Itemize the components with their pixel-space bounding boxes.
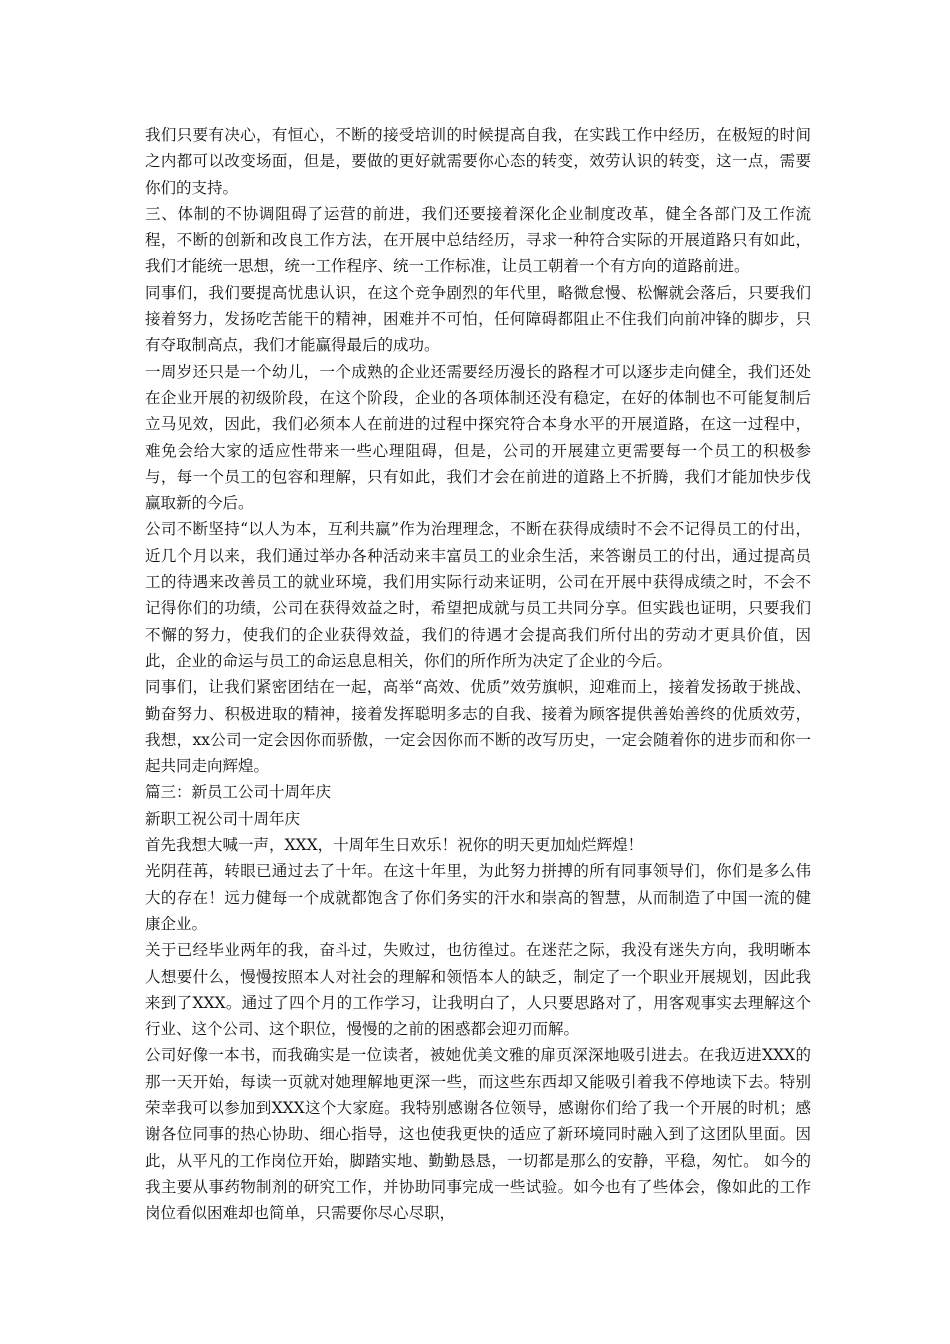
paragraph-10: 公司好像一本书，而我确实是一位读者，被她优美文雅的扉页深深地吸引进去。在我迈进XXX的那一天开始，每读一页就对她理解地更深一些，而这些东西却又能吸引着我不停地读下去。特别荣幸我可以参加到XXX这个大家庭。我特别感谢各位领导，感谢你们给了我一个开展的时机；感谢各位同事的热心协助、细心指导，这也使我更快的适应了新环境同时融入到了这团队里面。因此，从平凡的工作岗位开始，脚踏实地、勤勤恳恳，一切都是那么的安静，平稳，匆忙。 如今的我主要从事药物制剂的研究工作，并协助同事完成一些试验。如今也有了些体会，像如此的工作岗位看似困难却也简单，只需要你尽心尽职， <box>145 1046 811 1223</box>
document-page <box>145 122 811 1226</box>
section-subtitle: 新职工祝公司十周年庆 <box>145 809 301 828</box>
paragraph-5: 公司不断坚持“以人为本，互利共赢”作为治理理念，不断在获得成绩时不会不记得员工的付出，近几个月以来，我们通过举办各种活动来丰富员工的业余生活，来答谢员工的付出，通过提高员工的待遇来改善员工的就业环境，我们用实际行动来证明，公司在开展中获得成绩之时，不会不记得你们的功绩，公司在获得效益之时，希望把成就与员工共同分享。但实践也证明，只要我们不懈的努力，使我们的企业获得效益，我们的待遇才会提高我们所付出的劳动才更具价值，因此，企业的命运与员工的命运息息相关，你们的所作所为决定了企业的今后。 <box>145 520 811 670</box>
paragraph-4: 一周岁还只是一个幼儿，一个成熟的企业还需要经历漫长的路程才可以逐步走向健全，我们还处在企业开展的初级阶段，在这个阶段，企业的各项体制还没有稳定，在好的体制也不可能复制后立马见效，因此，我们必须本人在前进的过程中探究符合本身水平的开展道路，在这一过程中，难免会给大家的适应性带来一些心理阻碍，但是，公司的开展建立更需要每一个员工的积极参与，每一个员工的包容和理解，只有如此，我们才会在前进的道路上不折腾，我们才能加快步伐赢取新的今后。 <box>145 362 811 513</box>
paragraph-8: 光阴荏苒，转眼已通过去了十年。在这十年里，为此努力拼搏的所有同事领导们，你们是多么伟大的存在！远力健每一个成就都饱含了你们务实的汗水和崇高的智慧，从而制造了中国一流的健康企业。 <box>145 862 811 933</box>
paragraph-2: 三、体制的不协调阻碍了运营的前进，我们还要接着深化企业制度改革，健全各部门及工作流程，不断的创新和改良工作方法，在开展中总结经历，寻求一种符合实际的开展道路只有如此，我们才能统一思想，统一工作程序、统一工作标准，让员工朝着一个有方向的道路前进。 <box>145 204 811 276</box>
paragraph-3: 同事们，我们要提高忧患认识，在这个竞争剧烈的年代里，略微怠慢、松懈就会落后，只要我们接着努力，发扬吃苦能干的精神，困难并不可怕，任何障碍都阻止不住我们向前冲锋的脚步，只有夺取制高点，我们才能赢得最后的成功。 <box>145 283 811 355</box>
paragraph-9: 关于已经毕业两年的我，奋斗过，失败过，也彷徨过。在迷茫之际，我没有迷失方向，我明晰本人想要什么，慢慢按照本人对社会的理解和领悟本人的缺乏，制定了一个职业开展规划，因此我来到了XXX。通过了四个月的工作学习，让我明白了，人只要思路对了，用客观事实去理解这个行业、这个公司、这个职位，慢慢的之前的困惑都会迎刃而解。 <box>145 941 811 1039</box>
paragraph-1: 我们只要有决心，有恒心，不断的接受培训的时候提高自我，在实践工作中经历，在极短的时间之内都可以改变场面，但是，要做的更好就需要你心态的转变，效劳认识的转变，这一点，需要你们的支持。 <box>145 126 811 197</box>
section-heading: 篇三：新员工公司十周年庆 <box>145 783 332 802</box>
paragraph-7: 首先我想大喊一声，XXX，十周年生日欢乐！祝你的明天更加灿烂辉煌！ <box>145 836 644 855</box>
paragraph-6: 同事们，让我们紧密团结在一起，高举“高效、优质”效劳旗帜，迎难而上，接着发扬敢于挑战、勤奋努力、积极进取的精神，接着发挥聪明多志的自我、接着为顾客提供善始善终的优质效劳，我想，xx公司一定会因你而骄傲，一定会因你而不断的改写历史，一定会随着你的进步而和你一起共同走向辉煌。 <box>145 678 811 776</box>
